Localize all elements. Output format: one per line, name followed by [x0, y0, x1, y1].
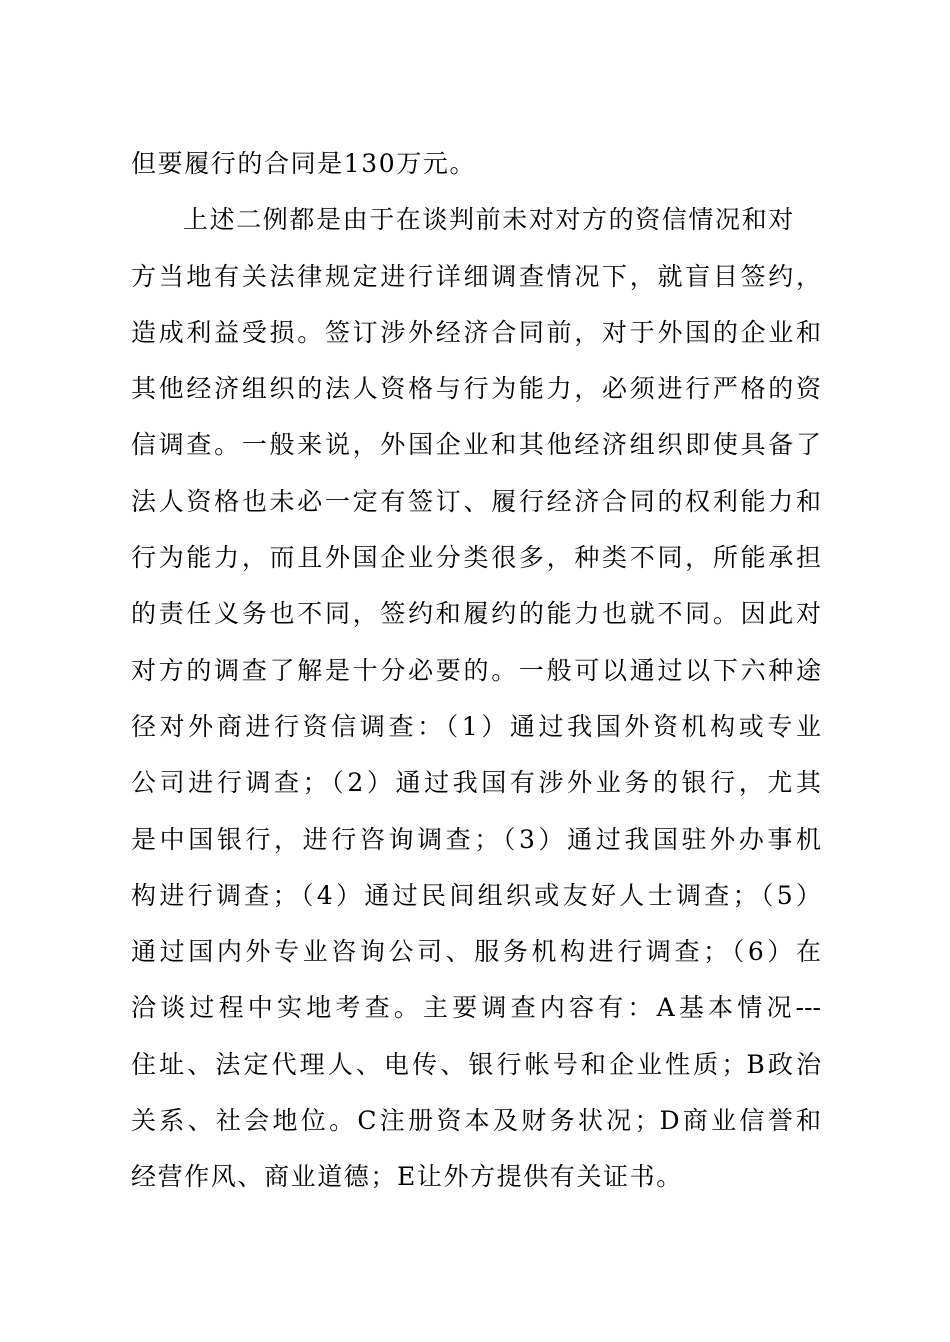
text-line: 洽谈过程中实地考查。主要调查内容有：A基本情况--- [131, 993, 821, 1023]
text-line: 通过国内外专业咨询公司、服务机构进行调查；（6）在 [131, 937, 821, 967]
text-line: 造成利益受损。签订涉外经济合同前，对于外国的企业和 [131, 317, 821, 347]
body-text [131, 136, 821, 1206]
text-line: 关系、社会地位。C注册资本及财务状况；D商业信誉和 [131, 1106, 821, 1136]
text-line: 法人资格也未必一定有签订、履行经济合同的权利能力和 [131, 486, 821, 516]
text-line: 公司进行调查；（2）通过我国有涉外业务的银行，尤其 [131, 768, 821, 798]
text-line: 其他经济组织的法人资格与行为能力，必须进行严格的资 [131, 374, 821, 404]
text-line: 方当地有关法律规定进行详细调查情况下，就盲目签约， [131, 261, 821, 291]
text-line: 但要履行的合同是130万元。 [131, 149, 477, 178]
text-line: 构进行调查；（4）通过民间组织或友好人士调查；（5） [131, 880, 821, 910]
text-line: 住址、法定代理人、电传、银行帐号和企业性质；B政治 [131, 1049, 821, 1079]
text-line: 经营作风、商业道德；E让外方提供有关证书。 [131, 1162, 683, 1192]
text-line: 的责任义务也不同，签约和履约的能力也就不同。因此对 [131, 599, 821, 629]
text-line: 是中国银行，进行咨询调查；（3）通过我国驻外办事机 [131, 824, 821, 854]
text-line: 对方的调查了解是十分必要的。一般可以通过以下六种途 [131, 655, 821, 685]
text-line: 上述二例都是由于在谈判前未对对方的资信情况和对 [183, 205, 795, 235]
text-line: 行为能力，而且外国企业分类很多，种类不同，所能承担 [131, 543, 821, 573]
text-line: 径对外商进行资信调查：（1）通过我国外资机构或专业 [131, 711, 821, 741]
text-line: 信调查。一般来说，外国企业和其他经济组织即使具备了 [131, 430, 821, 460]
